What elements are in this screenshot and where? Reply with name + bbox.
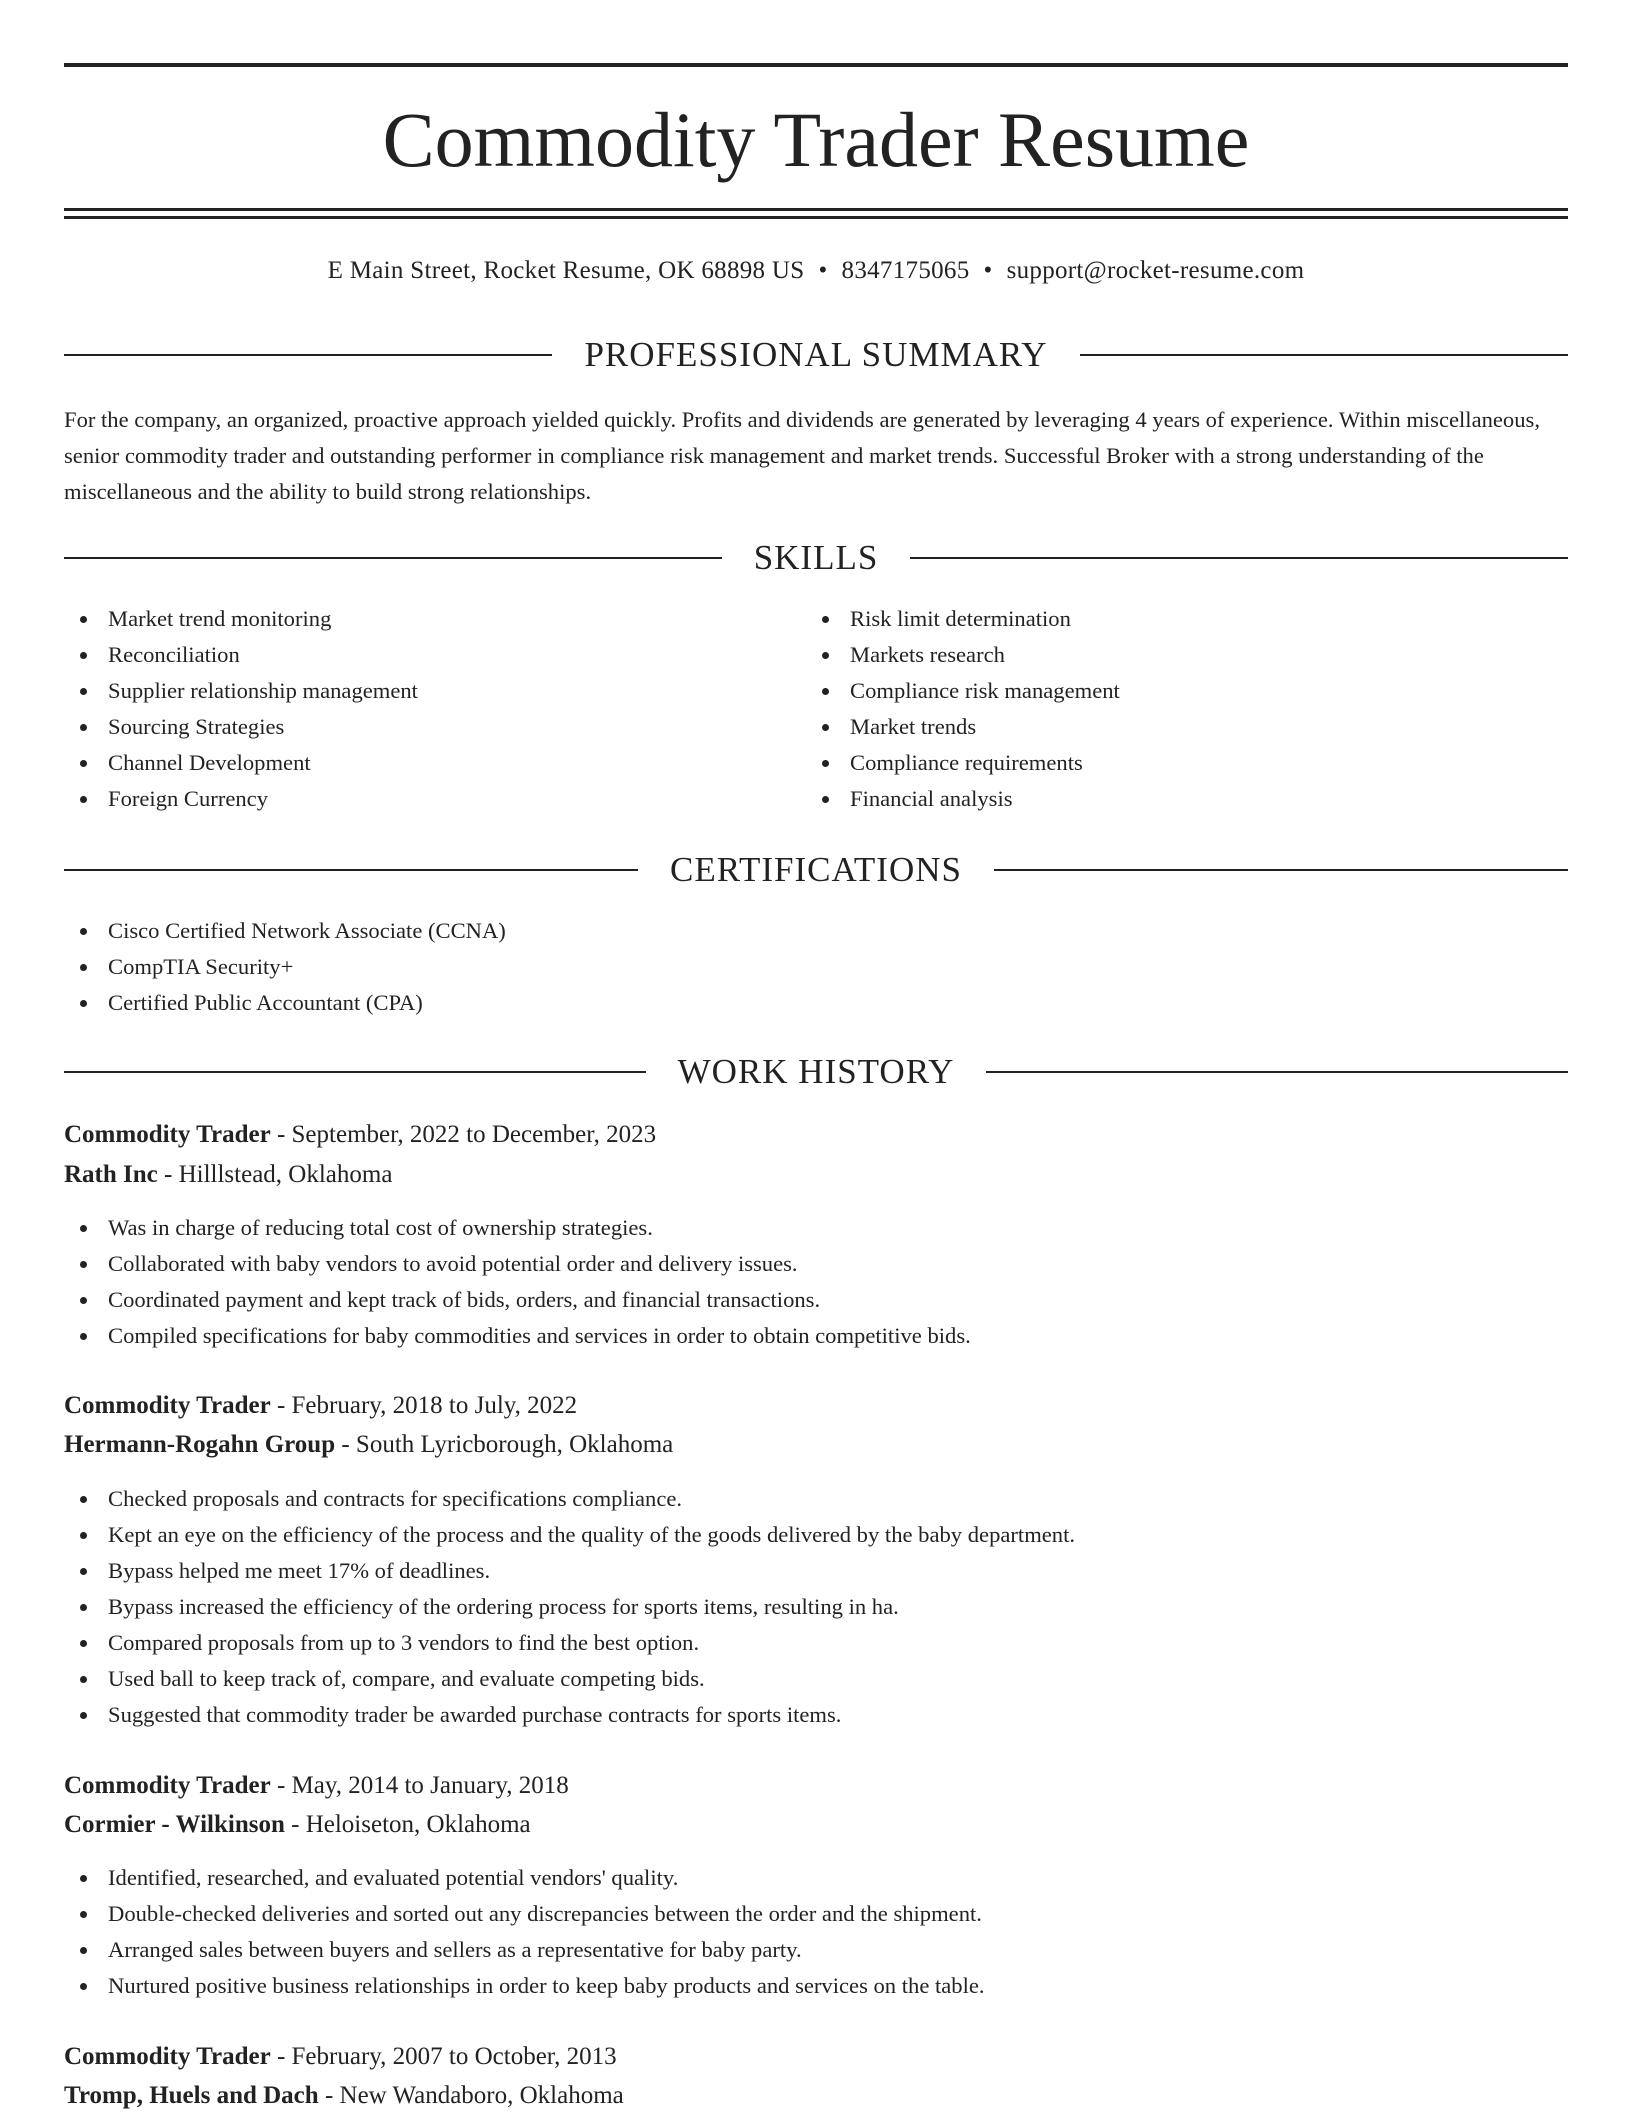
certifications-list <box>64 913 1568 1021</box>
job-location: - South Lyricborough, Oklahoma <box>335 1431 674 1458</box>
summary-heading-label: PROFESSIONAL SUMMARY <box>584 335 1048 374</box>
skill-item: Channel Development <box>64 745 764 781</box>
contact-email: support@rocket-resume.com <box>1006 257 1305 284</box>
job-bullets <box>64 1210 1568 1354</box>
job-company-line <box>64 2077 1568 2115</box>
job-bullet-list <box>64 1860 1568 2004</box>
skill-item: Markets research <box>806 637 1506 673</box>
skill-item: Foreign Currency <box>64 781 764 817</box>
job-bullet: Arranged sales between buyers and sellers as a representative for baby party. <box>64 1932 1568 1968</box>
skills-heading <box>64 536 1568 580</box>
certification-item: CompTIA Security+ <box>64 949 1568 985</box>
skill-item: Compliance requirements <box>806 745 1506 781</box>
job-bullet: Bypass helped me meet 17% of deadlines. <box>64 1553 1568 1589</box>
job-title: Commodity Trader <box>64 1392 271 1419</box>
skill-item: Sourcing Strategies <box>64 709 764 745</box>
job-bullet: Collaborated with baby vendors to avoid potential order and delivery issues. <box>64 1246 1568 1282</box>
job-company-line <box>64 1426 1568 1464</box>
job-bullet: Nurtured positive business relationships in order to keep baby products and services on the table. <box>64 1968 1568 2004</box>
job-bullet: Checked proposals and contracts for specifications compliance. <box>64 1481 1568 1517</box>
skill-item: Compliance risk management <box>806 673 1506 709</box>
skills-column-left <box>64 601 764 817</box>
job-bullet: Double-checked deliveries and sorted out any discrepancies between the order and the shipment. <box>64 1896 1568 1932</box>
summary-text: For the company, an organized, proactive approach yielded quickly. Profits and dividends are generated by leveraging 4 years of experience. Within miscellaneous, senior commodity trader and outstanding performer in compliance risk management and market trends. Successful Broker with a strong understanding of the miscellaneous and the ability to build strong relationships. <box>64 407 1540 504</box>
title-rule-lower <box>64 216 1568 219</box>
job-title-line <box>64 1116 1568 1154</box>
contact-separator: • <box>983 257 993 284</box>
heading-rule-right <box>986 1071 1568 1073</box>
job-company: Rath Inc <box>64 1161 158 1188</box>
skills-heading-label: SKILLS <box>753 538 879 577</box>
contact-address: E Main Street, Rocket Resume, OK 68898 US <box>327 257 805 284</box>
certifications-heading-label: CERTIFICATIONS <box>670 850 962 889</box>
work-heading <box>64 1050 1568 1094</box>
heading-rule-right <box>1080 354 1568 356</box>
top-rule <box>64 63 1568 67</box>
job-dates: - February, 2007 to October, 2013 <box>270 2043 617 2070</box>
job-title-line <box>64 1767 1568 1805</box>
job-dates: - February, 2018 to July, 2022 <box>270 1392 578 1419</box>
job-bullet: Identified, researched, and evaluated potential vendors' quality. <box>64 1860 1568 1896</box>
job-company: Tromp, Huels and Dach <box>64 2082 319 2109</box>
contact-line <box>0 254 1632 288</box>
heading-rule-right <box>994 869 1568 871</box>
job-company: Hermann-Rogahn Group <box>64 1431 336 1458</box>
job-bullets <box>64 1860 1568 2004</box>
job-location: - Hilllstead, Oklahoma <box>157 1161 393 1188</box>
job-dates: - May, 2014 to January, 2018 <box>270 1772 569 1799</box>
job-bullet: Was in charge of reducing total cost of ownership strategies. <box>64 1210 1568 1246</box>
job-bullet: Coordinated payment and kept track of bids, orders, and financial transactions. <box>64 1282 1568 1318</box>
job-bullet: Suggested that commodity trader be awarded purchase contracts for sports items. <box>64 1697 1568 1733</box>
job-title-line <box>64 2038 1568 2076</box>
contact-separator: • <box>818 257 828 284</box>
job-bullet: Bypass increased the efficiency of the ordering process for sports items, resulting in ha. <box>64 1589 1568 1625</box>
heading-rule-left <box>64 557 722 559</box>
job-bullet: Compared proposals from up to 3 vendors to find the best option. <box>64 1625 1568 1661</box>
job-title-line <box>64 1387 1568 1425</box>
job-location: - New Wandaboro, Oklahoma <box>318 2082 624 2109</box>
job-dates: - September, 2022 to December, 2023 <box>270 1121 657 1148</box>
skills-list-left <box>64 601 764 817</box>
heading-rule-left <box>64 354 552 356</box>
heading-rule-left <box>64 1071 646 1073</box>
certifications-heading <box>64 848 1568 892</box>
job-company: Cormier - Wilkinson <box>64 1811 285 1838</box>
skills-column-right <box>806 601 1506 817</box>
certifications-column <box>64 913 1568 1021</box>
job-location: - Heloiseton, Oklahoma <box>284 1811 531 1838</box>
certification-item: Cisco Certified Network Associate (CCNA) <box>64 913 1568 949</box>
certification-item: Certified Public Accountant (CPA) <box>64 985 1568 1021</box>
heading-rule-left <box>64 869 638 871</box>
job-bullet: Used ball to keep track of, compare, and evaluate competing bids. <box>64 1661 1568 1697</box>
skills-list-right <box>806 601 1506 817</box>
skill-item: Risk limit determination <box>806 601 1506 637</box>
work-heading-label: WORK HISTORY <box>677 1052 955 1091</box>
job-title: Commodity Trader <box>64 2043 271 2070</box>
skill-item: Market trends <box>806 709 1506 745</box>
skill-item: Supplier relationship management <box>64 673 764 709</box>
heading-rule-right <box>910 557 1568 559</box>
job-bullet-list <box>64 1481 1568 1733</box>
summary-heading <box>64 333 1568 377</box>
job-bullet: Kept an eye on the efficiency of the process and the quality of the goods delivered by the baby department. <box>64 1517 1568 1553</box>
job-title: Commodity Trader <box>64 1772 271 1799</box>
job-bullets <box>64 1481 1568 1733</box>
title-rule-upper <box>64 208 1568 211</box>
contact-phone: 8347175065 <box>841 257 970 284</box>
job-bullet: Compiled specifications for baby commodities and services in order to obtain competitive bids. <box>64 1318 1568 1354</box>
skill-item: Market trend monitoring <box>64 601 764 637</box>
job-company-line <box>64 1806 1568 1844</box>
job-title: Commodity Trader <box>64 1121 271 1148</box>
document-title: Commodity Trader Resume <box>382 96 1250 183</box>
skill-item: Financial analysis <box>806 781 1506 817</box>
job-bullet-list <box>64 1210 1568 1354</box>
skill-item: Reconciliation <box>64 637 764 673</box>
job-company-line <box>64 1156 1568 1194</box>
